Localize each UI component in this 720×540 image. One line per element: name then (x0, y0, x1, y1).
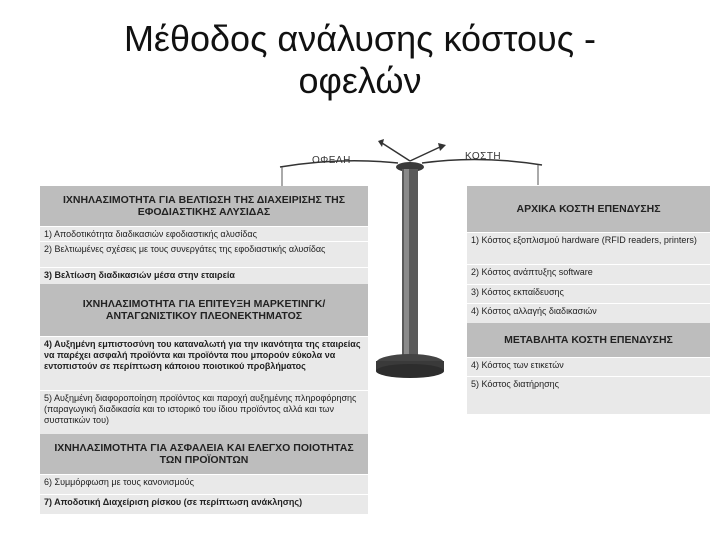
benefit-item: 7) Αποδοτική Διαχείριση ρίσκου (σε περίπτωση ανάκλησης) (40, 494, 368, 514)
slide-title-line-2: οφελών (298, 60, 422, 101)
costs-label: ΚΟΣΤΗ (465, 151, 502, 162)
cost-item: 1) Κόστος εξοπλισμού hardware (RFID readers, printers) (467, 232, 710, 264)
benefits-section-3-header: ΙΧΝΗΛΑΣΙΜΟΤΗΤΑ ΓΙΑ ΑΣΦΑΛΕΙΑ ΚΑΙ ΕΛΕΓΧΟ ΠΟΙΟΤΗΤΑΣ ΤΩΝ ΠΡΟΪΟΝΤΩΝ (40, 434, 368, 474)
benefit-item: 5) Αυξημένη διαφοροποίηση προϊόντος και παροχή αυξημένης πληροφόρησης (παραγωγική διαδικασία και το ιστορικό του ίδιου προϊόντος αλλά και των συστατικών του) (40, 390, 368, 434)
benefits-panel (40, 186, 368, 514)
cost-item: 4) Κόστος των ετικετών (467, 357, 710, 376)
slide-title (0, 18, 720, 102)
costs-section-2-header: ΜΕΤΑΒΛΗΤΑ ΚΟΣΤΗ ΕΠΕΝΔΥΣΗΣ (467, 323, 710, 357)
benefits-label: ΟΦΕΛΗ (312, 155, 351, 166)
slide-title-line-1: Μέθοδος ανάλυσης κόστους - (123, 18, 597, 59)
benefit-item: 1) Αποδοτικότητα διαδικασιών εφοδιαστικής αλυσίδας (40, 226, 368, 241)
costs-section-1-header: ΑΡΧΙΚΑ ΚΟΣΤΗ ΕΠΕΝΔΥΣΗΣ (467, 186, 710, 232)
benefit-item: 4) Αυξημένη εμπιστοσύνη του καταναλωτή για την ικανότητα της εταιρείας να παρέχει ασφαλή προϊόντα και προϊόντα που μπορούν εύκολα να εντοπιστούν σε περίπτωση κάποιου ποιοτικού προβλήματος (40, 336, 368, 390)
benefit-item: 2) Βελτιωμένες σχέσεις με τους συνεργάτες της εφοδιαστικής αλυσίδας (40, 241, 368, 267)
benefit-item: 6) Συμμόρφωση με τους κανονισμούς (40, 474, 368, 494)
benefit-item: 3) Βελτίωση διαδικασιών μέσα στην εταιρεία (40, 267, 368, 284)
cost-item: 3) Κόστος εκπαίδευσης (467, 284, 710, 303)
cost-item: 2) Κόστος ανάπτυξης software (467, 264, 710, 284)
cost-item: 5) Κόστος διατήρησης (467, 376, 710, 395)
cost-item: 4) Κόστος αλλαγής διαδικασιών (467, 303, 710, 323)
costs-panel (467, 186, 710, 414)
benefits-section-2-header: ΙΧΝΗΛΑΣΙΜΟΤΗΤΑ ΓΙΑ ΕΠΙΤΕΥΞΗ ΜΑΡΚΕΤΙΝΓΚ/ΑΝΤΑΓΩΝΙΣΤΙΚΟΥ ΠΛΕΟΝΕΚΤΗΜΑΤΟΣ (40, 284, 368, 336)
benefits-section-1-header: ΙΧΝΗΛΑΣΙΜΟΤΗΤΑ ΓΙΑ ΒΕΛΤΙΩΣΗ ΤΗΣ ΔΙΑΧΕΙΡΙΣΗΣ ΤΗΣ ΕΦΟΔΙΑΣΤΙΚΗΣ ΑΛΥΣΙΔΑΣ (40, 186, 368, 226)
